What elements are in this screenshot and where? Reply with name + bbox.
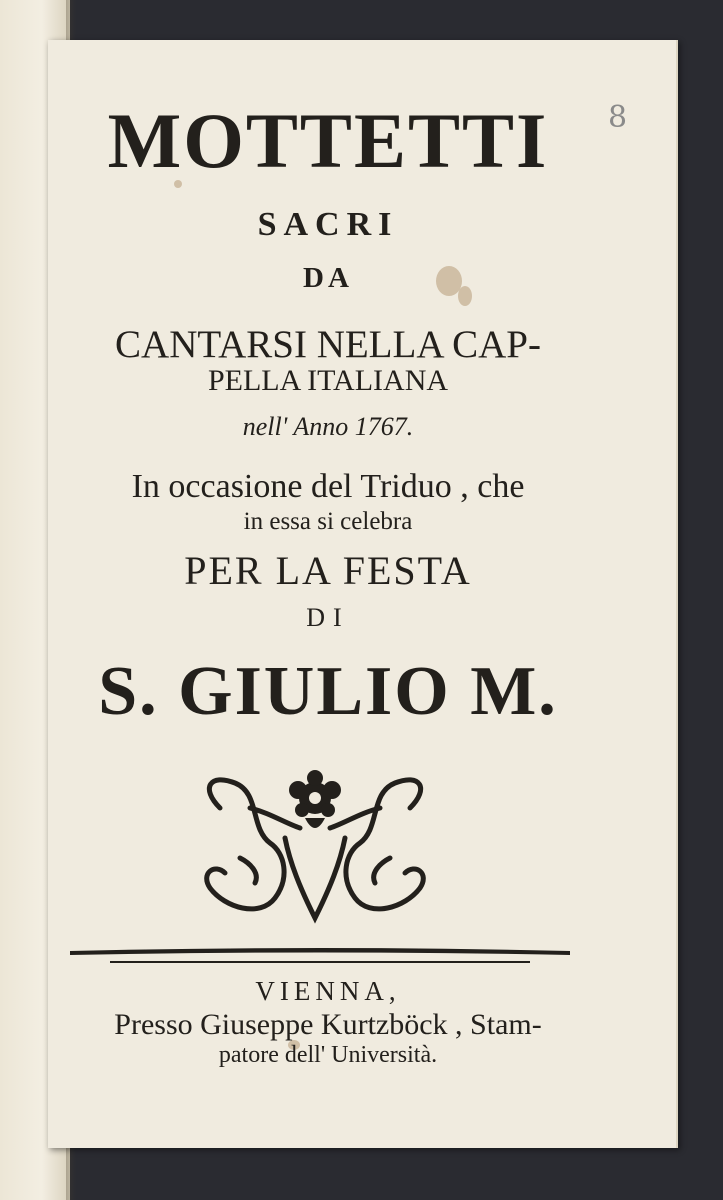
celebra-line: in essa si celebra	[243, 508, 413, 535]
handwritten-shelf-mark: 8	[608, 100, 628, 135]
title-sacri: SACRI	[257, 206, 399, 243]
festa-line: PER LA FESTA	[184, 548, 472, 593]
saint-name: S. GIULIO M.	[98, 653, 558, 730]
occasion-line: In occasione del Triduo , che	[131, 468, 525, 505]
double-rule-divider	[70, 945, 570, 967]
title-da: DA	[303, 262, 353, 294]
title-year-line: nell' Anno 1767.	[242, 412, 414, 441]
rococo-ornament-icon	[190, 768, 440, 928]
imprint-printer: Presso Giuseppe Kurtzböck , Stam-	[114, 1008, 542, 1041]
imprint-city: VIENNA,	[255, 976, 401, 1006]
title-mottetti: MOTTETTI	[107, 97, 549, 184]
di-line: DI	[306, 603, 350, 632]
title-cappella-line: PELLA ITALIANA	[207, 364, 449, 397]
imprint-printer-continued: patore dell' Università.	[218, 1042, 438, 1068]
title-cantarsi-line: CANTARSI NELLA CAP-	[115, 323, 541, 366]
